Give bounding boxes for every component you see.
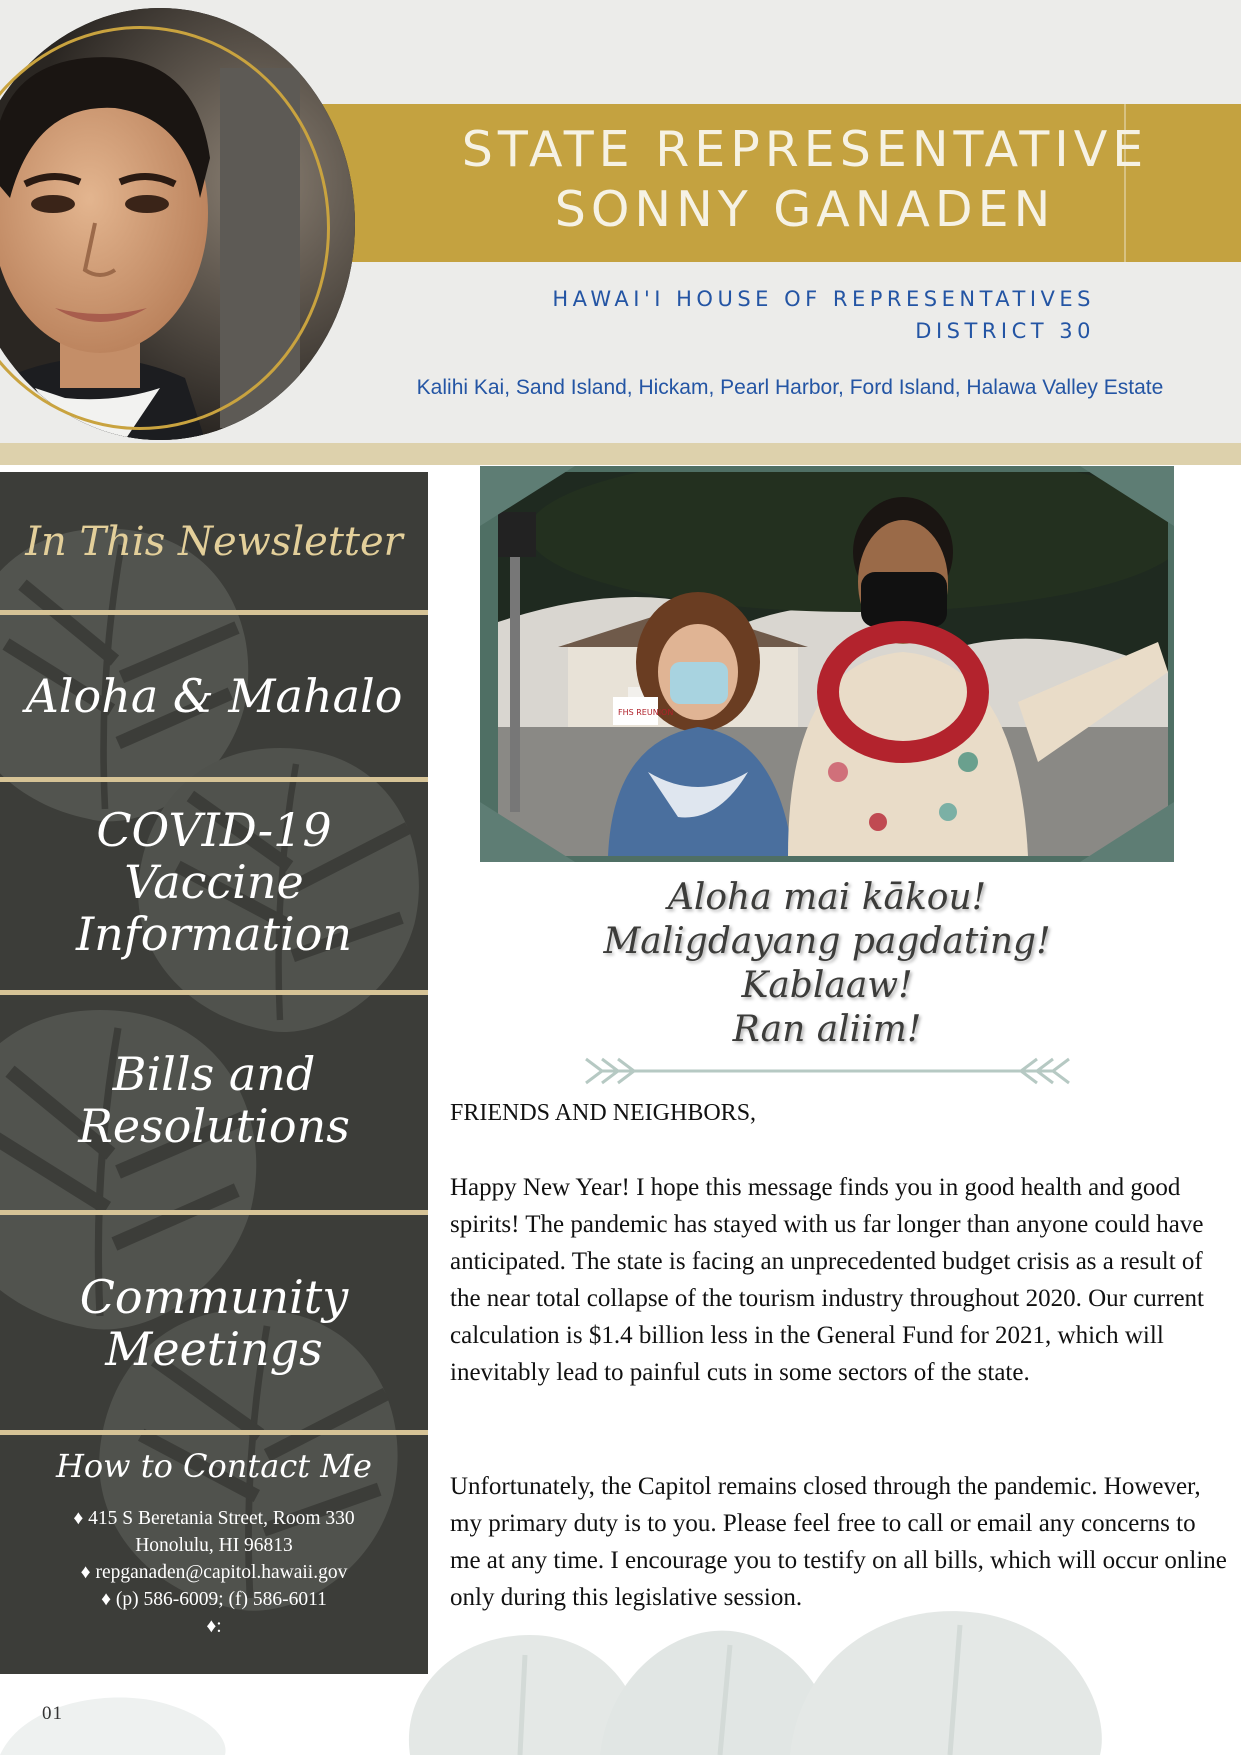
arrow-divider-icon xyxy=(580,1053,1075,1089)
header-stripe xyxy=(0,443,1241,465)
contact-email[interactable]: ♦ repganaden@capitol.hawaii.gov xyxy=(80,1562,348,1583)
photo-corner-accents xyxy=(480,466,1174,862)
sidebar-item-bills-resolutions[interactable] xyxy=(0,995,428,1205)
sidebar-item-label: Community xyxy=(79,1269,349,1324)
contact-extra: ♦: xyxy=(206,1616,222,1637)
paragraph-intro: Happy New Year! I hope this message finds you in good health and good spirits! The pandemic has stayed with us far longer than anyone could have anticipated. The state is facing an unprecedented budget crisis as a result of the near total collapse of the tourism industry throughout 2020. Our current calculation is $1.4 billion less in the General Fund for 2021, which will inevitably lead to painful cuts in some sectors of the state. xyxy=(450,1174,1204,1386)
contact-address: ♦ 415 S Beretania Street, Room 330 xyxy=(73,1508,355,1529)
sidebar-item-covid-vaccine[interactable] xyxy=(0,782,428,982)
sidebar-item-label: Bills and xyxy=(112,1047,316,1101)
contact-phone: ♦ (p) 586-6009; (f) 586-6011 xyxy=(101,1589,327,1610)
sidebar-item-label: COVID-19 Vaccine xyxy=(96,803,332,909)
district: DISTRICT 30 xyxy=(915,319,1095,343)
salutation: FRIENDS AND NEIGHBORS, xyxy=(450,1100,757,1126)
bottom-left-leaf-icon xyxy=(0,1690,230,1755)
sidebar-divider xyxy=(0,1430,428,1435)
sidebar-heading: In This Newsletter xyxy=(25,519,403,565)
greeting-tagalog: Maligdayang pagdating! xyxy=(603,921,1051,962)
sidebar-item-label: Resolutions xyxy=(78,1099,350,1153)
title-line-1: STATE REPRESENTATIVE xyxy=(461,121,1149,178)
greeting-ilocano: Kablaaw! xyxy=(741,965,913,1006)
contact-city: Honolulu, HI 96813 xyxy=(135,1535,293,1556)
house-name: HAWAI'I HOUSE OF REPRESENTATIVES xyxy=(552,287,1095,311)
sidebar-item-label: Meetings xyxy=(105,1321,323,1376)
contact-section xyxy=(0,1447,428,1662)
photo-sign: FHS REUNION xyxy=(618,708,674,717)
greeting-marshallese: Ran aliim! xyxy=(732,1009,922,1050)
sidebar-heading-section xyxy=(0,472,428,612)
sidebar-item-label: Information xyxy=(75,907,353,961)
sidebar-item-community-meetings[interactable] xyxy=(0,1215,428,1430)
multilingual-greeting xyxy=(480,876,1174,1052)
header xyxy=(0,0,1241,443)
title-line-2: SONNY GANADEN xyxy=(554,181,1056,238)
page-title xyxy=(380,120,1230,240)
greeting-hawaiian: Aloha mai kākou! xyxy=(667,877,987,918)
contact-heading: How to Contact Me xyxy=(56,1447,372,1485)
sidebar-item-label: Aloha & Mahalo xyxy=(25,669,403,723)
sidebar-item-aloha-mahalo[interactable] xyxy=(0,615,428,777)
newsletter-sidebar xyxy=(0,472,428,1674)
house-subtitle xyxy=(420,283,1095,347)
paragraph-capitol: Unfortunately, the Capitol remains closed through the pandemic. However, my primary duty is to you. Please feel free to call or email any concerns to me at any time. I encourage you to testify on all bills, which will occur online only during this legislative session. xyxy=(450,1473,1227,1611)
bottom-leaves-icon xyxy=(370,1575,1240,1755)
page-number: 01 xyxy=(42,1703,63,1724)
district-areas: Kalihi Kai, Sand Island, Hickam, Pearl Harbor, Ford Island, Halawa Valley Estate xyxy=(416,376,1164,399)
